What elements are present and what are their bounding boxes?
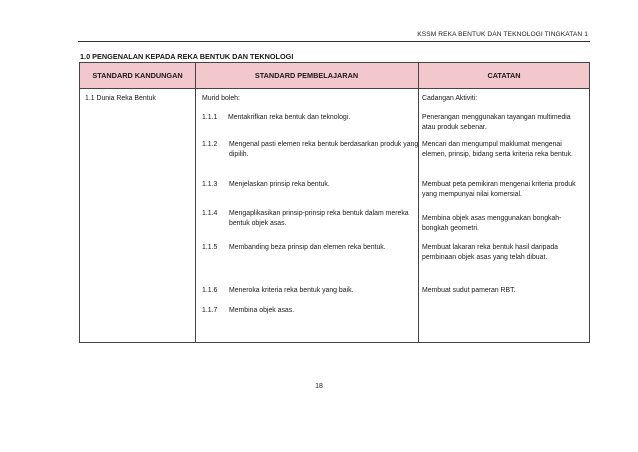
column-header-standard-pembelajaran: STANDARD PEMBELAJARAN xyxy=(254,71,359,80)
list-item: Penerangan menggunakan tayangan multimedia atau produk sebenar. xyxy=(422,114,571,131)
column-header-catatan: CATATAN xyxy=(487,71,521,80)
list-item: Membuat lakaran reka bentuk hasil daripada pembinaan objek asas yang telah dibuat. xyxy=(422,244,558,261)
item-text: Mengenal pasti elemen reka bentuk berdasarkan produk yang dipilih. xyxy=(229,141,419,158)
item-number: 1.1.1 xyxy=(202,114,218,121)
column-divider xyxy=(418,63,419,342)
item-text: Membina objek asas. xyxy=(229,307,295,314)
item-number: 1.1.5 xyxy=(202,244,218,251)
item-text: Mentakrifkan reka bentuk dan teknologi. xyxy=(228,114,351,121)
standard-pembelajaran-column xyxy=(202,63,417,342)
column-divider xyxy=(195,63,196,342)
item-text: Membanding beza prinsip dan elemen reka bentuk. xyxy=(229,244,386,251)
item-number: 1.1.2 xyxy=(202,141,218,148)
list-item: Membina objek asas menggunakan bongkah-bongkah geometri. xyxy=(422,215,562,232)
document-header: KSSM REKA BENTUK DAN TEKNOLOGI TINGKATAN 1 xyxy=(417,31,588,38)
item-text: Menjelaskan prinsip reka bentuk. xyxy=(229,181,330,188)
item-text: Meneroka kriteria reka bentuk yang baik. xyxy=(229,287,354,294)
item-number: 1.1.7 xyxy=(202,307,218,314)
list-item: Mencari dan mengumpul maklumat mengenai elemen, prinsip, bidang serta kriteria reka bentuk. xyxy=(422,141,573,158)
item-number: 1.1.4 xyxy=(202,210,218,217)
item-text: Mengaplikasikan prinsip-prinsip reka bentuk dalam mereka bentuk objek asas. xyxy=(229,210,409,227)
list-item: Membuat sudut pameran RBT. xyxy=(422,287,516,294)
section-title: 1.0 PENGENALAN KEPADA REKA BENTUK DAN TEKNOLOGI xyxy=(80,52,294,61)
standard-kandungan-cell: 1.1 Dunia Reka Bentuk xyxy=(85,95,156,102)
item-number: 1.1.3 xyxy=(202,181,218,188)
item-number: 1.1.6 xyxy=(202,287,218,294)
header-divider xyxy=(78,41,590,42)
pembelajaran-intro: Murid boleh: xyxy=(202,95,240,102)
column-header-standard-kandungan: STANDARD KANDUNGAN xyxy=(92,71,183,80)
page-number: 18 xyxy=(315,383,323,390)
catatan-intro: Cadangan Aktiviti: xyxy=(422,95,478,102)
catatan-column xyxy=(422,63,587,342)
list-item: Membuat peta pemikiran mengenai kriteria produk yang mempunyai nilai komersial. xyxy=(422,181,576,198)
curriculum-table xyxy=(79,62,590,343)
